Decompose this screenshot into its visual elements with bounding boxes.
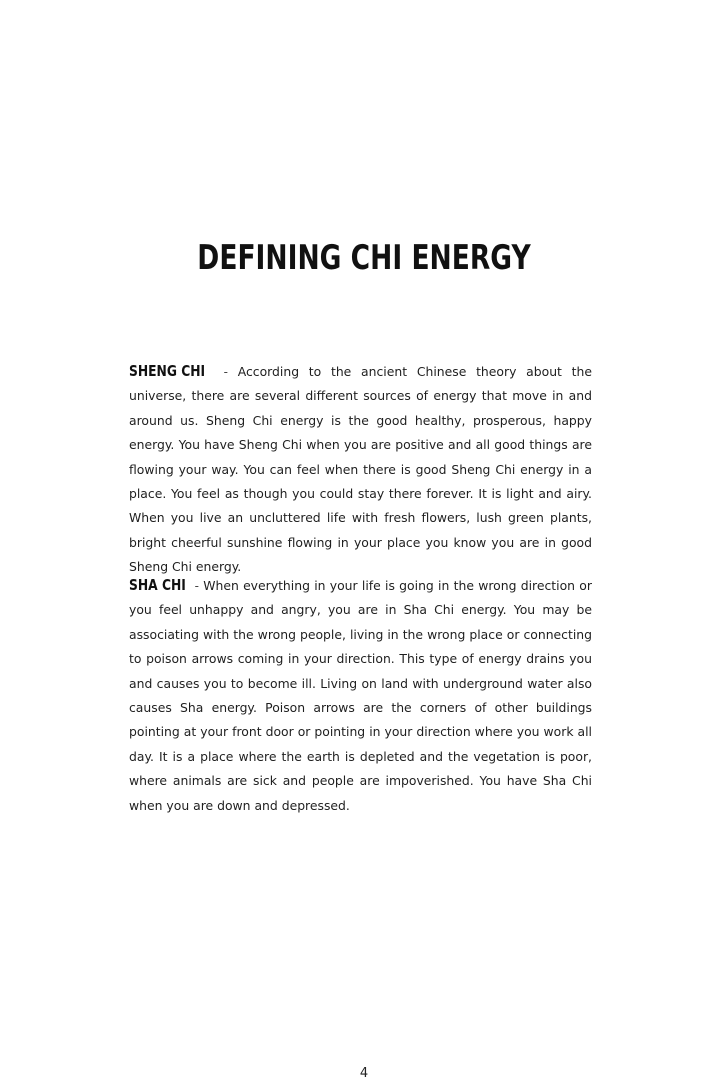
term-sheng-chi: SHENG CHI bbox=[129, 362, 206, 380]
paragraph-body: When everything in your life is going in the wrong direction or you feel unhappy and angry, you are in Sha Chi energy. You may be associating with the wrong people, living in the wrong place or connecting to poison arrows coming in your direction. This type of energy drains you and causes you to become ill. Living on land with underground water also causes Sha energy. Poison arrows are the corners of other buildings pointing at your front door or pointing in your direction where you work all day. It is a place where the earth is depleted and the vegetation is poor, where animals are sick and people are impoverished. You have Sha Chi when you are down and depressed. bbox=[129, 578, 592, 813]
term-separator: - bbox=[194, 579, 199, 593]
paragraph-body: According to the ancient Chinese theory about the universe, there are several different sources of energy that move in and around us. Sheng Chi energy is the good healthy, prosperous, happy energy. You have Sheng Chi when you are positive and all good things are flowing your way. You can feel when there is good Sheng Chi energy in a place. You feel as though you could stay there forever. It is light and airy. When you live an uncluttered life with fresh flowers, lush green plants, bright cheerful sunshine flowing in your place you know you are in good Sheng Chi energy. bbox=[129, 364, 592, 575]
term-separator: - bbox=[223, 365, 228, 379]
paragraph-sha-chi bbox=[129, 573, 592, 818]
page-title: DEFINING CHI ENERGY bbox=[197, 238, 531, 278]
term-sha-chi: SHA CHI bbox=[129, 576, 186, 594]
page-number: 4 bbox=[359, 1066, 369, 1081]
paragraph-sheng-chi bbox=[129, 359, 592, 580]
